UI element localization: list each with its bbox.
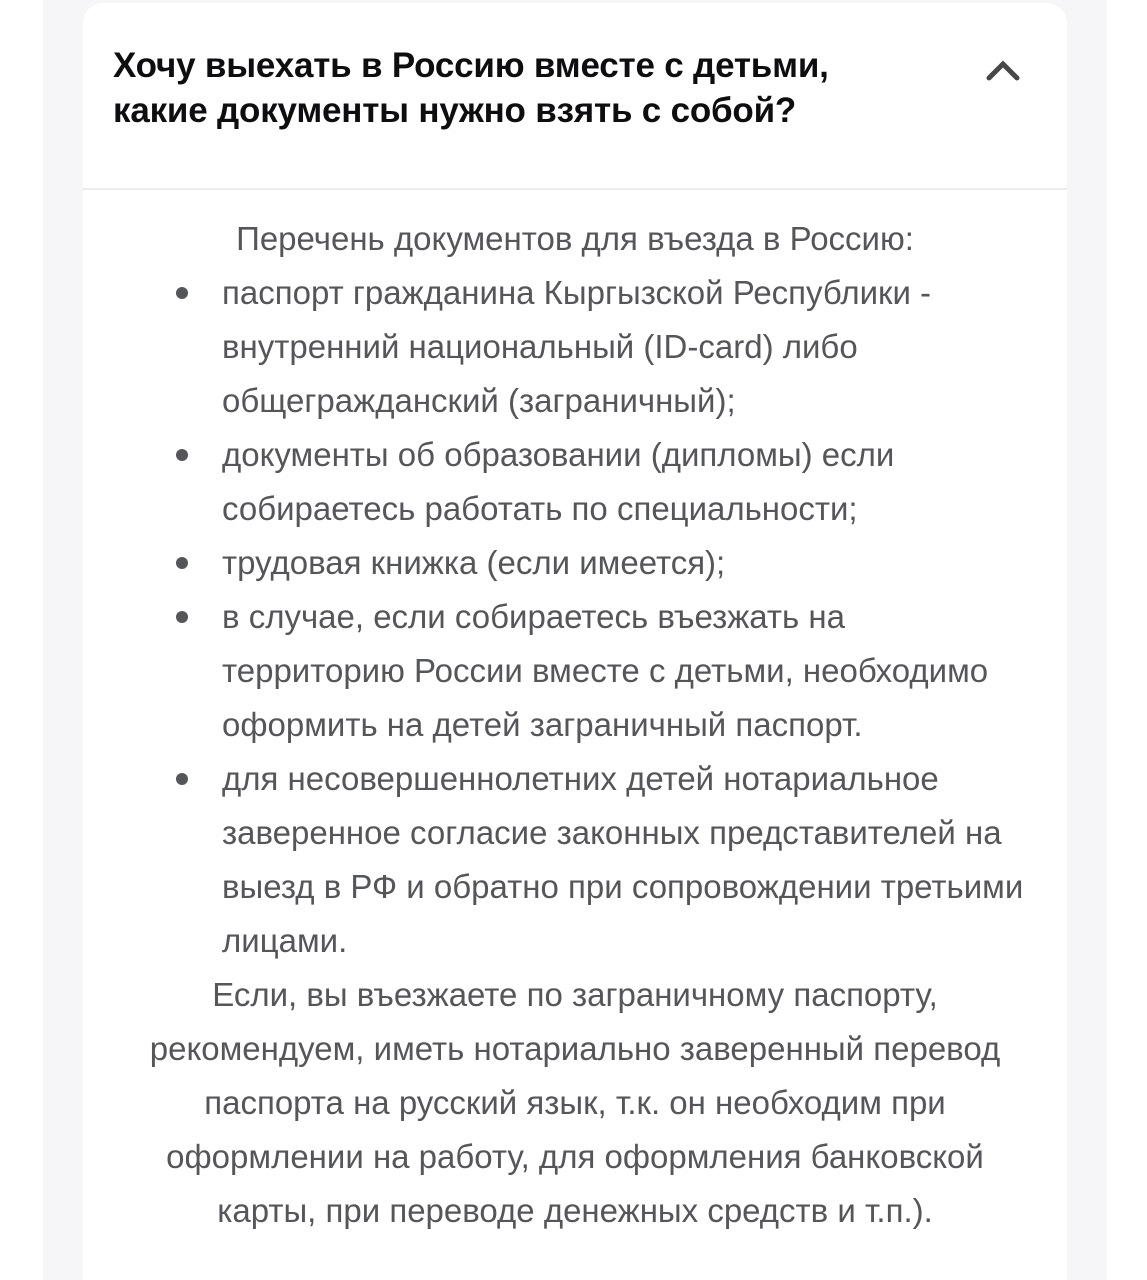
documents-list (119, 266, 1031, 968)
faq-answer-body (83, 190, 1067, 1268)
list-item-text: паспорт гражданина Кыргызской Республики - внутренний национальный (ID-card) либо общегражданский (заграничный); (222, 274, 932, 419)
faq-question-title: Хочу выехать в Россию вместе с детьми, какие документы нужно взять с собой? (113, 46, 829, 130)
bullet-dot-icon (176, 773, 188, 785)
list-item-text: документы об образовании (дипломы) если собираетесь работать по специальности; (222, 436, 895, 527)
list-item (119, 536, 1031, 590)
list-item (119, 428, 1031, 536)
chevron-up-icon (984, 72, 1022, 87)
list-item (119, 752, 1031, 968)
bullet-dot-icon (176, 611, 188, 623)
card-wrapper (43, 0, 1107, 1280)
list-item (119, 266, 1031, 428)
answer-note-paragraph: Если, вы въезжаете по заграничному паспорту, рекомендуем, иметь нотариально заверенный перевод паспорта на русский язык, т.к. он необходим при оформлении на работу, для оформления банковской карты, при переводе денежных средств и т.п.). (149, 976, 1001, 1229)
bullet-dot-icon (176, 449, 188, 461)
faq-accordion-card (83, 3, 1067, 1280)
collapse-button[interactable] (984, 58, 1022, 84)
list-item-text: для несовершеннолетних детей нотариальное заверенное согласие законных представителей на выезд в РФ и обратно при сопровождении третьими лицами. (222, 760, 1024, 959)
answer-intro-line: Перечень документов для въезда в Россию: (236, 220, 914, 257)
list-item (119, 590, 1031, 752)
list-item-text: в случае, если собираетесь въезжать на территорию России вместе с детьми, необходимо оформить на детей заграничный паспорт. (222, 598, 989, 743)
bullet-dot-icon (176, 287, 188, 299)
bullet-dot-icon (176, 557, 188, 569)
list-item-text: трудовая книжка (если имеется); (222, 544, 726, 581)
faq-question-header[interactable] (83, 3, 1067, 188)
